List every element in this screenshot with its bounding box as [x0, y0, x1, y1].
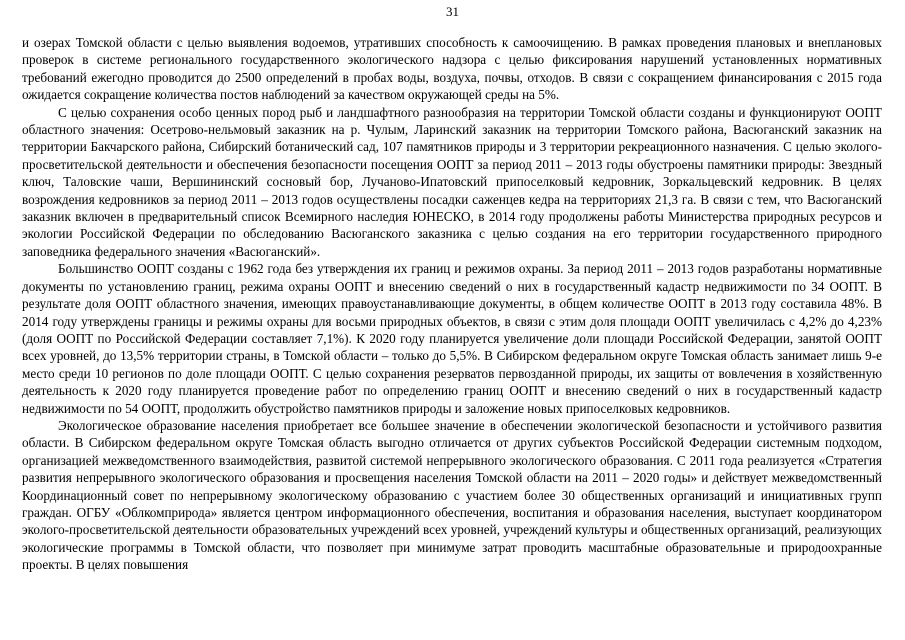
document-body [22, 34, 882, 574]
page-number: 31 [446, 4, 459, 19]
paragraph-protected-areas-boundaries: Большинство ООПТ созданы с 1962 года без утверждения их границ и режимов охраны. За период 2011 – 2013 годов разработаны нормативные документы по установлению границ, режима охраны ООПТ и внесению сведений о них в государственный кадастр недвижимости по 34 ООПТ. В результате доля ООПТ областного значения, имеющих правоустанавливающие документы, в общем количестве ООПТ в 2013 году составила 48%. В 2014 году утверждены границы и режимы охраны для восьми природных объектов, в связи с этим доля площади ООПТ увеличилась с 4,2% до 4,23% (доля ООПТ по Российской Федерации составляет 7,1%). К 2020 году планируется увеличение доли площади Российской Федерации, занятой ООПТ всех уровней, до 13,5% территории страны, в Томской области – только до 5,5%. В Сибирском федеральном округе Томская область занимает лишь 9-е место среди 10 регионов по доле площади ООПТ. С целью сохранения резерватов первозданной природы, их защиты от вовлечения в хозяйственную деятельность к 2020 году планируется проведение работ по определению границ ООПТ и внесению сведений о них в государственный кадастр недвижимости по 54 ООПТ, продолжить обустройство памятников природы и заложение новых припоселковых кедровников. [22, 261, 882, 416]
paragraph-environmental-education: Экологическое образование населения приобретает все большее значение в обеспечении экологической безопасности и устойчивого развития области. В Сибирском федеральном округе Томская область выгодно отличается от других субъектов Российской Федерации системным подходом, организацией межведомственного взаимодействия, развитой системой непрерывного экологического образования. С 2011 года реализуется «Стратегия развития непрерывного экологического образования и просвещения населения Томской области на 2011 – 2020 годы» и действует межведомственный Координационный совет по непрерывному экологическому образованию с участием более 30 общественных организаций и инициативных групп граждан. ОГБУ «Облкомприрода» является центром информационного обеспечения, воспитания и образования населения, выступает координатором эколого-просветительской деятельности образовательных учреждений всех уровней, учреждений культуры и общественных организаций, реализующих экологические программы в Томской области, что позволяет при минимуме затрат проводить масштабные образовательные и природоохранные проекты. В целях повышения [22, 417, 882, 573]
paragraph-continuation: и озерах Томской области с целью выявления водоемов, утративших способность к самоочищению. В рамках проведения плановых и внеплановых проверок в системе регионального государственного экологического надзора с целью фиксирования нарушений установленных нормативных требований ежегодно проводится до 2500 определений в пробах воды, воздуха, почвы, отходов. В связи с сокращением финансирования с 2015 года ожидается сокращение количества постов наблюдений за качеством окружающей среды на 5%. [22, 35, 882, 103]
paragraph-protected-areas: С целью сохранения особо ценных пород рыб и ландшафтного разнообразия на территории Томской области созданы и функционируют ООПТ областного значения: Осетрово-нельмовый заказник на р. Чулым, Ларинский заказник на территории Томского района, Васюганский заказник на территории Бакчарского района, Сибирский ботанический сад, 107 памятников природы и 3 территории рекреационного назначения. С целью эколого-просветительской деятельности и обеспечения безопасности посещения ООПТ за период 2011 – 2013 годы обустроены памятники природы: Звездный ключ, Таловские чаши, Вершининский сосновый бор, Лучаново-Ипатовский припоселковый кедровник, Зоркальцевский кедровник. В целях возрождения кедровников за период 2011 – 2013 годов осуществлены посадки саженцев кедра на территориях 21,3 га. В связи с тем, что Васюганский заказник включен в предварительный список Всемирного наследия ЮНЕСКО, в 2014 году продолжены работы Министерства природных ресурсов и экологии Российской Федерации по обследованию Васюганского заказника с целью создания на его территории государственного природного заповедника федерального значения «Васюганский». [22, 104, 882, 259]
